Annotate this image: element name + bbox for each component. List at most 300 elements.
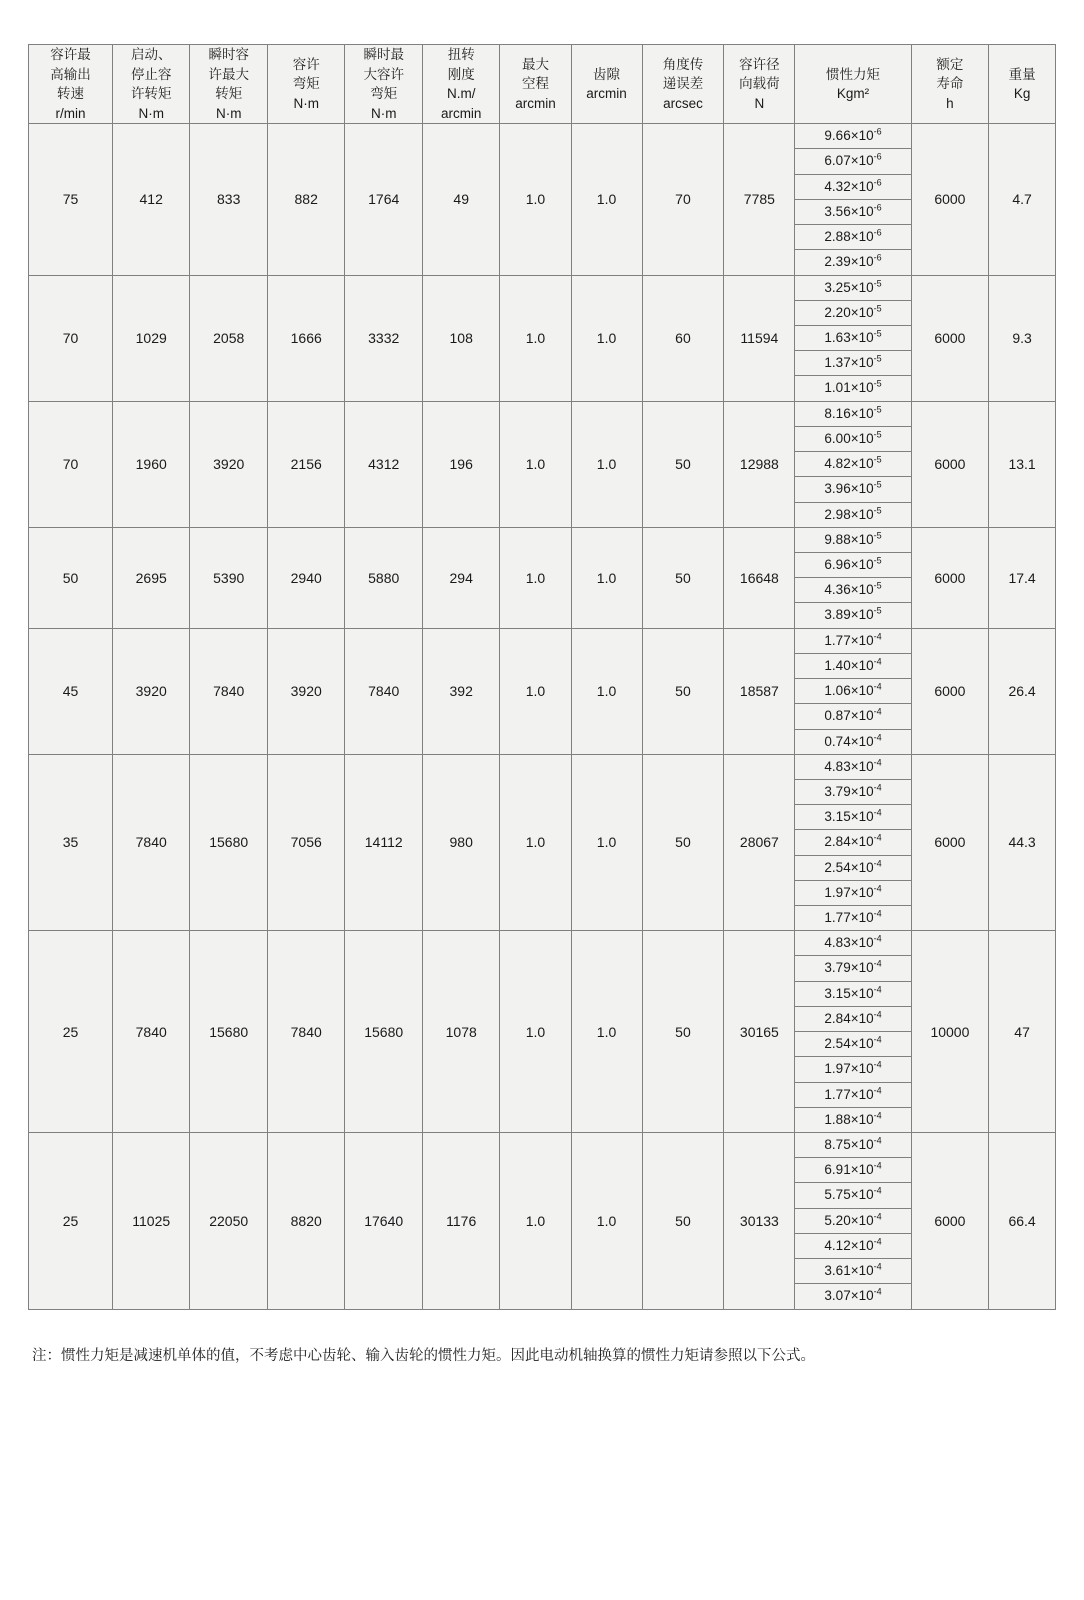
inertia-value: [795, 1259, 910, 1284]
cell-weight: 17.4: [989, 527, 1056, 628]
cell-start-stop-torque: 412: [112, 124, 190, 275]
cell-backlash: 1.0: [571, 527, 642, 628]
table-row: [29, 931, 1056, 1133]
inertia-exponent: -5: [873, 454, 882, 465]
inertia-exponent: -5: [873, 328, 882, 339]
inertia-exponent: -4: [873, 656, 882, 667]
cell-transmission-error: 70: [642, 124, 724, 275]
column-header-line: 额定: [936, 56, 964, 72]
column-header-11: [911, 45, 989, 124]
inertia-mantissa: 6.07×10: [824, 153, 874, 169]
column-header-line: N: [754, 95, 765, 111]
inertia-value: [795, 276, 910, 301]
cell-output-speed: 25: [29, 1133, 113, 1310]
table-body: [29, 124, 1056, 1309]
inertia-exponent: -4: [873, 1110, 882, 1121]
column-header-line: 高输出: [50, 66, 91, 82]
inertia-value: [795, 982, 910, 1007]
inertia-mantissa: 6.00×10: [824, 430, 874, 446]
cell-transmission-error: 50: [642, 754, 724, 931]
inertia-value: [795, 225, 910, 250]
inertia-mantissa: 1.37×10: [824, 355, 874, 371]
inertia-value: [795, 528, 910, 553]
cell-backlash: 1.0: [571, 401, 642, 527]
inertia-value: [795, 730, 910, 754]
cell-rated-life: 10000: [911, 931, 989, 1133]
cell-backlash: 1.0: [571, 1133, 642, 1310]
cell-output-speed: 70: [29, 275, 113, 401]
inertia-value: [795, 906, 910, 930]
column-header-line: arcmin: [586, 86, 627, 102]
inertia-value: [795, 578, 910, 603]
column-header-line: 扭转: [447, 47, 475, 62]
cell-bend-moment: 1666: [267, 275, 345, 401]
cell-inertia-group: [795, 275, 911, 401]
inertia-mantissa: 4.36×10: [824, 582, 874, 598]
inertia-value: [795, 326, 910, 351]
column-header-5: [422, 45, 500, 124]
inertia-exponent: -4: [873, 1034, 882, 1045]
cell-weight: 26.4: [989, 628, 1056, 754]
inertia-exponent: -4: [873, 832, 882, 843]
cell-rated-life: 6000: [911, 1133, 989, 1310]
cell-start-stop-torque: 2695: [112, 527, 190, 628]
table-row: [29, 628, 1056, 754]
inertia-value: [795, 1032, 910, 1057]
column-header-line: N·m: [138, 105, 164, 121]
inertia-list: [795, 629, 910, 754]
column-header-10: [795, 45, 911, 124]
cell-peak-torque: 2058: [190, 275, 268, 401]
cell-torsional-stiffness: 49: [422, 124, 500, 275]
cell-rated-life: 6000: [911, 124, 989, 275]
column-header-8: [642, 45, 724, 124]
inertia-list: [795, 755, 910, 931]
cell-radial-load: 12988: [724, 401, 795, 527]
inertia-exponent: -5: [873, 580, 882, 591]
column-header-line: N·m: [215, 105, 242, 121]
inertia-value: [795, 679, 910, 704]
cell-rated-life: 6000: [911, 628, 989, 754]
inertia-exponent: -4: [873, 631, 882, 642]
column-header-0: [29, 45, 113, 124]
inertia-mantissa: 3.61×10: [824, 1263, 874, 1279]
cell-rated-life: 6000: [911, 275, 989, 401]
cell-weight: 47: [989, 931, 1056, 1133]
column-header-line: 瞬时容: [208, 47, 249, 62]
table-row: [29, 754, 1056, 931]
inertia-value: [795, 452, 910, 477]
cell-torsional-stiffness: 196: [422, 401, 500, 527]
table-row: [29, 275, 1056, 401]
inertia-value: [795, 1209, 910, 1234]
cell-inertia-group: [795, 1133, 911, 1310]
inertia-value: [795, 931, 910, 956]
cell-weight: 4.7: [989, 124, 1056, 275]
inertia-mantissa: 4.12×10: [824, 1237, 874, 1253]
inertia-exponent: -4: [873, 1261, 882, 1272]
cell-peak-bend-moment: 17640: [345, 1133, 423, 1310]
cell-radial-load: 28067: [724, 754, 795, 931]
inertia-mantissa: 2.20×10: [824, 304, 874, 320]
inertia-value: [795, 856, 910, 881]
inertia-mantissa: 2.98×10: [824, 506, 874, 522]
inertia-exponent: -4: [873, 681, 882, 692]
inertia-mantissa: 1.40×10: [824, 657, 874, 673]
inertia-mantissa: 6.91×10: [824, 1162, 874, 1178]
column-header-line: 容许最: [50, 47, 91, 62]
column-header-line: 递误差: [662, 76, 704, 92]
inertia-mantissa: 2.84×10: [824, 1010, 874, 1026]
specification-table: [28, 44, 1056, 1310]
inertia-mantissa: 8.75×10: [824, 1137, 874, 1152]
inertia-mantissa: 8.16×10: [824, 405, 874, 421]
cell-torsional-stiffness: 392: [422, 628, 500, 754]
cell-radial-load: 30133: [724, 1133, 795, 1310]
inertia-exponent: -4: [873, 706, 882, 717]
inertia-mantissa: 1.97×10: [824, 884, 874, 900]
cell-bend-moment: 8820: [267, 1133, 345, 1310]
cell-radial-load: 30165: [724, 931, 795, 1133]
cell-start-stop-torque: 7840: [112, 931, 190, 1133]
inertia-exponent: -5: [873, 278, 882, 289]
inertia-mantissa: 3.56×10: [824, 203, 874, 219]
inertia-value: [795, 124, 910, 149]
table-row: [29, 527, 1056, 628]
cell-weight: 66.4: [989, 1133, 1056, 1310]
inertia-exponent: -5: [873, 479, 882, 490]
inertia-value: [795, 376, 910, 400]
column-header-line: 弯矩: [292, 76, 320, 92]
cell-radial-load: 18587: [724, 628, 795, 754]
inertia-exponent: -4: [873, 1160, 882, 1171]
column-header-3: [267, 45, 345, 124]
inertia-value: [795, 830, 910, 855]
inertia-mantissa: 0.87×10: [824, 708, 874, 724]
cell-peak-bend-moment: 15680: [345, 931, 423, 1133]
inertia-exponent: -4: [873, 984, 882, 995]
cell-inertia-group: [795, 628, 911, 754]
inertia-value: [795, 1133, 910, 1158]
column-header-line: arcsec: [663, 95, 703, 111]
cell-weight: 13.1: [989, 401, 1056, 527]
inertia-value: [795, 1108, 910, 1132]
cell-transmission-error: 60: [642, 275, 724, 401]
inertia-value: [795, 553, 910, 578]
inertia-value: [795, 427, 910, 452]
inertia-mantissa: 1.88×10: [824, 1111, 874, 1127]
cell-bend-moment: 2156: [267, 401, 345, 527]
header-row: [29, 45, 1056, 124]
column-header-line: arcmin: [515, 95, 556, 111]
inertia-exponent: -4: [873, 1211, 882, 1222]
inertia-mantissa: 4.83×10: [824, 935, 874, 951]
cell-bend-moment: 7056: [267, 754, 345, 931]
cell-max-lost-motion: 1.0: [500, 628, 571, 754]
inertia-mantissa: 1.77×10: [824, 632, 874, 648]
inertia-mantissa: 9.88×10: [824, 531, 874, 547]
column-header-line: 启动、: [130, 47, 172, 62]
cell-inertia-group: [795, 931, 911, 1133]
inertia-value: [795, 301, 910, 326]
inertia-value: [795, 1007, 910, 1032]
cell-rated-life: 6000: [911, 754, 989, 931]
inertia-value: [795, 654, 910, 679]
inertia-mantissa: 1.63×10: [824, 330, 874, 345]
inertia-mantissa: 0.74×10: [824, 733, 874, 749]
inertia-mantissa: 3.15×10: [824, 809, 874, 825]
inertia-exponent: -4: [873, 1059, 882, 1070]
cell-rated-life: 6000: [911, 527, 989, 628]
inertia-mantissa: 2.88×10: [824, 229, 874, 245]
column-header-9: [724, 45, 795, 124]
cell-torsional-stiffness: 980: [422, 754, 500, 931]
inertia-value: [795, 629, 910, 654]
column-header-line: 刚度: [447, 66, 475, 82]
inertia-value: [795, 1284, 910, 1308]
table-header: [29, 45, 1056, 124]
column-header-line: 转速: [56, 86, 84, 102]
cell-transmission-error: 50: [642, 628, 724, 754]
cell-peak-bend-moment: 3332: [345, 275, 423, 401]
inertia-list: [795, 528, 910, 628]
column-header-line: 齿隙: [593, 66, 621, 82]
column-header-line: 重量: [1008, 66, 1036, 82]
inertia-mantissa: 3.96×10: [824, 481, 874, 497]
inertia-mantissa: 3.89×10: [824, 607, 874, 623]
column-header-line: 最大: [521, 56, 549, 72]
inertia-mantissa: 1.06×10: [824, 683, 874, 699]
inertia-exponent: -4: [873, 958, 882, 969]
cell-backlash: 1.0: [571, 628, 642, 754]
cell-peak-torque: 15680: [190, 754, 268, 931]
cell-inertia-group: [795, 527, 911, 628]
table-row: [29, 401, 1056, 527]
column-header-line: 停止容: [130, 66, 172, 82]
inertia-value: [795, 149, 910, 174]
inertia-exponent: -5: [873, 530, 882, 541]
cell-peak-torque: 7840: [190, 628, 268, 754]
cell-peak-bend-moment: 14112: [345, 754, 423, 931]
inertia-exponent: -6: [873, 177, 882, 188]
table-row: [29, 1133, 1056, 1310]
cell-peak-bend-moment: 5880: [345, 527, 423, 628]
inertia-value: [795, 1183, 910, 1208]
column-header-line: 大容许: [363, 66, 404, 82]
cell-peak-torque: 15680: [190, 931, 268, 1133]
inertia-exponent: -4: [873, 883, 882, 894]
inertia-value: [795, 1057, 910, 1082]
column-header-4: [345, 45, 423, 124]
cell-backlash: 1.0: [571, 754, 642, 931]
column-header-line: 寿命: [936, 76, 964, 92]
column-header-line: N·m: [370, 105, 397, 121]
cell-max-lost-motion: 1.0: [500, 401, 571, 527]
column-header-12: [989, 45, 1056, 124]
cell-bend-moment: 2940: [267, 527, 345, 628]
cell-output-speed: 75: [29, 124, 113, 275]
cell-radial-load: 16648: [724, 527, 795, 628]
cell-rated-life: 6000: [911, 401, 989, 527]
inertia-exponent: -6: [873, 252, 882, 263]
inertia-exponent: -4: [873, 933, 882, 944]
column-header-line: 转矩: [215, 86, 243, 102]
column-header-line: N·m: [293, 95, 319, 111]
cell-transmission-error: 50: [642, 401, 724, 527]
column-header-line: arcmin: [440, 105, 482, 121]
column-header-line: N.m/: [446, 86, 476, 102]
column-header-1: [112, 45, 190, 124]
cell-start-stop-torque: 1029: [112, 275, 190, 401]
inertia-mantissa: 3.79×10: [824, 960, 874, 976]
inertia-exponent: -4: [873, 1236, 882, 1247]
cell-output-speed: 25: [29, 931, 113, 1133]
cell-bend-moment: 3920: [267, 628, 345, 754]
inertia-exponent: -4: [873, 1085, 882, 1096]
column-header-line: 容许: [292, 56, 320, 72]
cell-output-speed: 50: [29, 527, 113, 628]
cell-backlash: 1.0: [571, 124, 642, 275]
inertia-exponent: -5: [873, 404, 882, 415]
inertia-exponent: -5: [873, 429, 882, 440]
inertia-exponent: -5: [873, 505, 882, 516]
inertia-exponent: -4: [873, 1009, 882, 1020]
inertia-value: [795, 1083, 910, 1108]
cell-start-stop-torque: 7840: [112, 754, 190, 931]
inertia-mantissa: 4.83×10: [824, 758, 874, 774]
inertia-value: [795, 503, 910, 527]
inertia-exponent: -6: [873, 227, 882, 238]
cell-peak-torque: 833: [190, 124, 268, 275]
inertia-value: [795, 780, 910, 805]
cell-max-lost-motion: 1.0: [500, 1133, 571, 1310]
inertia-mantissa: 4.32×10: [824, 178, 874, 194]
inertia-mantissa: 5.20×10: [824, 1212, 874, 1228]
footnote: 注：惯性力矩是减速机单体的值，不考虑中心齿轮、输入齿轮的惯性力矩。因此电动机轴换算的惯性力矩请参照以下公式。: [32, 1347, 815, 1364]
inertia-exponent: -4: [873, 908, 882, 919]
cell-start-stop-torque: 1960: [112, 401, 190, 527]
cell-output-speed: 35: [29, 754, 113, 931]
column-header-7: [571, 45, 642, 124]
inertia-exponent: -4: [873, 1185, 882, 1196]
inertia-value: [795, 1158, 910, 1183]
inertia-value: [795, 881, 910, 906]
inertia-value: [795, 402, 910, 427]
cell-inertia-group: [795, 754, 911, 931]
inertia-value: [795, 956, 910, 981]
inertia-exponent: -4: [873, 782, 882, 793]
inertia-exponent: -5: [873, 353, 882, 364]
inertia-mantissa: 2.84×10: [824, 834, 874, 850]
inertia-list: [795, 276, 910, 401]
inertia-exponent: -6: [873, 151, 882, 162]
cell-start-stop-torque: 11025: [112, 1133, 190, 1310]
cell-peak-torque: 22050: [190, 1133, 268, 1310]
inertia-mantissa: 3.07×10: [824, 1288, 874, 1304]
column-header-6: [500, 45, 571, 124]
cell-transmission-error: 50: [642, 1133, 724, 1310]
inertia-value: [795, 755, 910, 780]
column-header-line: 容许径: [739, 56, 780, 72]
inertia-value: [795, 250, 910, 274]
cell-max-lost-motion: 1.0: [500, 527, 571, 628]
cell-output-speed: 70: [29, 401, 113, 527]
inertia-exponent: -4: [873, 732, 882, 742]
inertia-mantissa: 9.66×10: [824, 128, 874, 144]
inertia-mantissa: 1.77×10: [824, 910, 874, 926]
inertia-mantissa: 3.15×10: [824, 985, 874, 1001]
cell-bend-moment: 7840: [267, 931, 345, 1133]
inertia-value: [795, 805, 910, 830]
column-header-line: 许转矩: [130, 86, 172, 102]
column-header-line: Kg: [1013, 86, 1031, 102]
cell-peak-bend-moment: 4312: [345, 401, 423, 527]
inertia-mantissa: 1.97×10: [824, 1061, 874, 1077]
inertia-value: [795, 351, 910, 376]
inertia-exponent: -5: [873, 555, 882, 566]
inertia-exponent: -4: [873, 1286, 882, 1297]
cell-transmission-error: 50: [642, 527, 724, 628]
cell-transmission-error: 50: [642, 931, 724, 1133]
inertia-mantissa: 2.39×10: [824, 254, 874, 270]
cell-max-lost-motion: 1.0: [500, 124, 571, 275]
column-header-line: 角度传: [662, 56, 704, 72]
cell-inertia-group: [795, 401, 911, 527]
inertia-exponent: -6: [873, 202, 882, 213]
cell-max-lost-motion: 1.0: [500, 754, 571, 931]
table-row: [29, 124, 1056, 275]
column-header-line: 向载荷: [739, 76, 780, 92]
inertia-mantissa: 6.96×10: [824, 556, 874, 572]
cell-torsional-stiffness: 294: [422, 527, 500, 628]
cell-peak-bend-moment: 7840: [345, 628, 423, 754]
inertia-mantissa: 1.01×10: [824, 380, 874, 396]
cell-output-speed: 45: [29, 628, 113, 754]
inertia-exponent: -5: [873, 303, 882, 314]
cell-inertia-group: [795, 124, 911, 275]
column-header-line: 许最大: [208, 66, 249, 82]
cell-torsional-stiffness: 1078: [422, 931, 500, 1133]
column-header-line: Kgm²: [836, 86, 870, 102]
column-header-line: 空程: [521, 76, 549, 92]
cell-peak-torque: 3920: [190, 401, 268, 527]
inertia-mantissa: 4.82×10: [824, 456, 874, 472]
inertia-value: [795, 1234, 910, 1259]
cell-max-lost-motion: 1.0: [500, 275, 571, 401]
inertia-exponent: -5: [873, 605, 882, 616]
column-header-line: r/min: [55, 105, 86, 121]
inertia-list: [795, 124, 910, 274]
cell-peak-bend-moment: 1764: [345, 124, 423, 275]
cell-backlash: 1.0: [571, 275, 642, 401]
inertia-value: [795, 603, 910, 627]
inertia-mantissa: 2.54×10: [824, 1036, 874, 1052]
cell-radial-load: 11594: [724, 275, 795, 401]
cell-backlash: 1.0: [571, 931, 642, 1133]
column-header-line: h: [946, 95, 954, 111]
cell-radial-load: 7785: [724, 124, 795, 275]
inertia-value: [795, 704, 910, 729]
column-header-line: 瞬时最: [363, 47, 404, 62]
column-header-2: [190, 45, 268, 124]
inertia-value: [795, 477, 910, 502]
inertia-exponent: -4: [873, 1135, 882, 1146]
cell-peak-torque: 5390: [190, 527, 268, 628]
column-header-line: 弯矩: [370, 86, 398, 102]
inertia-mantissa: 2.54×10: [824, 859, 874, 875]
inertia-mantissa: 5.75×10: [824, 1187, 874, 1203]
inertia-mantissa: 3.79×10: [824, 783, 874, 799]
